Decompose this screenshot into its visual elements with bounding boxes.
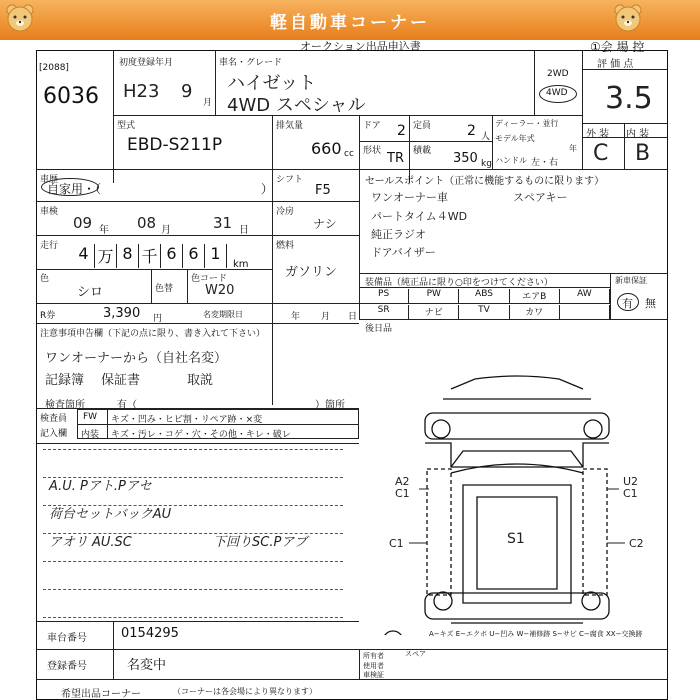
after-items-label: 後日品	[365, 324, 393, 334]
shape-value: TR	[387, 151, 404, 166]
sales-point-item: ドアバイザー	[371, 246, 436, 259]
footer-note: （コーナーは各会場により異なります）	[173, 687, 317, 696]
venue-copy-label: ①会 場 控	[590, 40, 645, 54]
color-label: 色	[40, 274, 50, 284]
sales-point-item: ワンオーナー車	[371, 191, 448, 204]
capacity-label: 定員	[413, 121, 432, 131]
handwritten-note: 荷台セットバックAU	[49, 507, 172, 522]
exterior-label: 外 装	[586, 129, 610, 140]
mileage-digit: 1	[205, 244, 227, 268]
deadline-label: 名変期限日	[203, 310, 243, 319]
sales-point-item: 純正ラジオ	[371, 228, 426, 241]
inspector-entry-label: 記入欄	[40, 429, 68, 439]
model-code: EBD-S211P	[127, 135, 223, 155]
model-label: 型式	[117, 121, 136, 131]
banner-title: 軽自動車コーナー	[270, 13, 430, 33]
car-name-label: 車名・グレード	[219, 58, 283, 68]
condition-label: 検査箇所	[45, 400, 85, 411]
damage-mark: C2	[629, 537, 644, 550]
equipment-item: PW	[409, 289, 459, 303]
equipment-item: ABS	[459, 289, 509, 303]
score-value: 3.5	[605, 81, 653, 116]
equipment-item: ナビ	[409, 305, 459, 319]
recycle-value: 3,390	[103, 306, 141, 321]
fuel-label: 燃料	[276, 241, 295, 251]
warranty-yes: 有	[622, 297, 633, 310]
owner-label: 所有者	[363, 652, 384, 660]
bear-mascot-icon	[612, 3, 644, 35]
usage-label: 車歴	[40, 175, 59, 185]
exterior-grade: C	[593, 141, 609, 166]
chassis-label: 車台番号	[47, 633, 87, 644]
damage-mark: C1	[623, 487, 638, 500]
warranty-no: 無	[645, 297, 656, 310]
equipment-label: 装備品（純正品に限り○印をつけてください）	[365, 278, 553, 288]
vehicle-damage-diagram	[367, 373, 667, 635]
color-code-label: 色コード	[191, 274, 228, 284]
shape-label: 形状	[363, 146, 382, 156]
spare-key: スペアキー	[513, 191, 568, 204]
lot-code: [2088]	[39, 63, 69, 73]
shift-label: シフト	[276, 175, 304, 185]
cooling-value: ナシ	[313, 217, 337, 231]
color-code: W20	[205, 283, 235, 298]
interior-label: 内 装	[626, 129, 650, 140]
equipment-item: カワ	[510, 305, 560, 319]
equipment-item: エアB	[510, 289, 560, 303]
sales-point-item: パートタイム４WD	[371, 210, 468, 223]
displacement-label: 排気量	[276, 121, 304, 131]
equipment-item: PS	[359, 289, 409, 303]
mileage-digit: 千	[139, 244, 161, 268]
record-book: 記録簿	[45, 373, 85, 388]
inspection-month: 08	[137, 214, 157, 232]
handwritten-note: 下回りSC.Pアブ	[213, 535, 308, 550]
notes-label: 注意事項申告欄（下記の点に限り、書き入れて下さい）	[40, 329, 266, 339]
reg-number-value: 名変中	[127, 658, 167, 673]
reg-number-label: 登録番号	[47, 661, 87, 672]
equipment-item	[560, 305, 610, 319]
form-subtitle: オークション出品申込書	[300, 40, 421, 53]
user-label: 使用者	[363, 662, 384, 670]
cooling-label: 冷房	[276, 207, 295, 217]
handwritten-note: A.U. Pアト.Pアセ	[49, 479, 152, 494]
registration-month: 9	[181, 81, 193, 102]
equipment-row	[359, 303, 610, 319]
inspection-label: 車検	[40, 207, 59, 217]
color-value: シロ	[77, 285, 104, 300]
footer-corner-label: 希望出品コーナー	[61, 689, 141, 700]
warranty-book: 保証書	[101, 373, 141, 388]
sales-points-label: セールスポイント（正常に機能するものに限ります）	[365, 176, 605, 187]
damage-legend: A−キズ E−エクボ U−凹み W−補修跡 S−サビ C−腐食 XX−交換跡	[429, 630, 643, 638]
mileage-digit: 6	[161, 244, 183, 268]
damage-mark: U2	[623, 475, 639, 488]
inspection-year: 09	[73, 214, 93, 232]
usage-value: 自家用・（	[47, 182, 102, 196]
ruled-line	[43, 617, 343, 618]
handle-value: 左・右	[531, 158, 559, 168]
registration-era: H23	[123, 81, 160, 102]
new-car-warranty-label: 新車保証	[615, 276, 647, 285]
capacity-value: 2	[467, 123, 476, 139]
four-wd-label: 4WD	[546, 88, 568, 98]
dealer-label: ディーラー・並行	[495, 119, 559, 128]
car-name: ハイゼット	[227, 73, 317, 94]
car-grade: 4WD スペシャル	[227, 95, 366, 116]
interior-check-row: キズ・汚レ・コゲ・穴・その他・キレ・破レ	[111, 430, 291, 440]
equipment-item: SR	[359, 305, 409, 319]
damage-mark: C1	[395, 487, 410, 500]
equipment-item: TV	[459, 305, 509, 319]
notes-line: ワンオーナーから（自社名変）	[45, 351, 228, 366]
interior-grade: B	[635, 141, 651, 166]
ruled-line	[43, 449, 343, 450]
registration-label: 初度登録年月	[119, 58, 174, 68]
score-label: 評 価 点	[597, 59, 634, 70]
recycle-label: R券	[40, 311, 56, 321]
shift-value: F5	[315, 183, 331, 198]
displacement-value: 660	[311, 139, 342, 158]
load-value: 350	[453, 151, 478, 166]
damage-mark: A2	[395, 475, 410, 488]
mileage-label: 走行	[40, 241, 59, 251]
header-banner	[0, 0, 700, 40]
damage-mark: S1	[507, 531, 525, 547]
damage-mark: C1	[389, 537, 404, 550]
mileage-digit: 万	[95, 244, 117, 268]
fuel-value: ガソリン	[285, 265, 338, 280]
mileage-digit: 8	[117, 244, 139, 268]
exterior-check-row: キズ・凹み・ヒビ割・リペア跡・×変	[111, 415, 263, 425]
doors-label: ドア	[363, 121, 381, 131]
equipment-item: AW	[560, 289, 610, 303]
lot-number: 6036	[43, 84, 99, 109]
shaken-label: 車検証	[363, 671, 384, 679]
ruled-line	[43, 561, 343, 562]
load-label: 積載	[413, 146, 432, 156]
manual: 取説	[187, 373, 214, 388]
color-change-label: 色替	[155, 284, 174, 294]
chassis-number: 0154295	[121, 626, 179, 641]
ruled-line	[43, 589, 343, 590]
two-wd-label: 2WD	[547, 69, 569, 79]
model-year-label: モデル年式	[495, 134, 535, 143]
mileage-digits	[73, 244, 253, 268]
mileage-digit: 4	[73, 244, 95, 268]
handwritten-note: アオリ AU.SC	[49, 535, 132, 550]
spare-tire-label: スペア	[405, 650, 426, 658]
mileage-digit: 6	[183, 244, 205, 268]
inspector-label: 検査員	[40, 414, 68, 424]
auction-form: [2088] 6036 初度登録年月 H23 9 月 車名・グレード ハイゼット 4WD スペシャル 2WD 4WD 評 価 点 3.5 外 装 内 装 C B 型式 EBD-S211P 排気量 660 cc ドア 2 定員 2 人 ディーラー・並行 モデル年式 年 ハンドル 左・右 形状 TR 積載 350 kg 車歴 自家用・（ ） シフト F5 セールスポイント（正常に機能するものに限ります） ワンオーナー車 スペアキー パートタイム４WD 純正ラジオ ドアバイザー 車検 09 年 08 月 31 日 冷房 ナシ 走行 4 万 8 千 6 6 1 km 燃料 ガソリン 色 シロ 色替 色コード W20 装備品（純正品に限り○印をつけてください） 新車保証 PS PW ABS エアB AW SR ナビ TV カワ 有 無 R券 3,390 円 名変期限日 年 月 日 後日品 注意事項申告欄（下記の点に限り、書き入れて下さい） ワンオーナーから（自社名変） 記録簿 保証書 取説 検査箇所 有（ ）箇所 検査員 記入欄 FW 内装 キズ・凹み・ヒビ割・リペア跡・×変 キズ・汚レ・コゲ・穴・その他・キレ・破レ A.U. Pアト.Pアセ 荷台セットバックAU アオリ AU.SC 下回りSC.Pアブ A2 C1 C1 S1 U2 C1 C2 スペア A−キズ E−エクボ U−凹み W−補修跡 S−サビ C−腐食 XX−交換跡 車台番号 0154295 登録番号 名変中 所有者 使用者 車検証 希望出品コーナー （コーナーは各会場により異なります）	[36, 50, 668, 700]
equipment-row	[359, 287, 610, 303]
doors-value: 2	[397, 123, 406, 139]
handle-label: ハンドル	[495, 156, 527, 165]
inspection-day: 31	[213, 214, 233, 232]
